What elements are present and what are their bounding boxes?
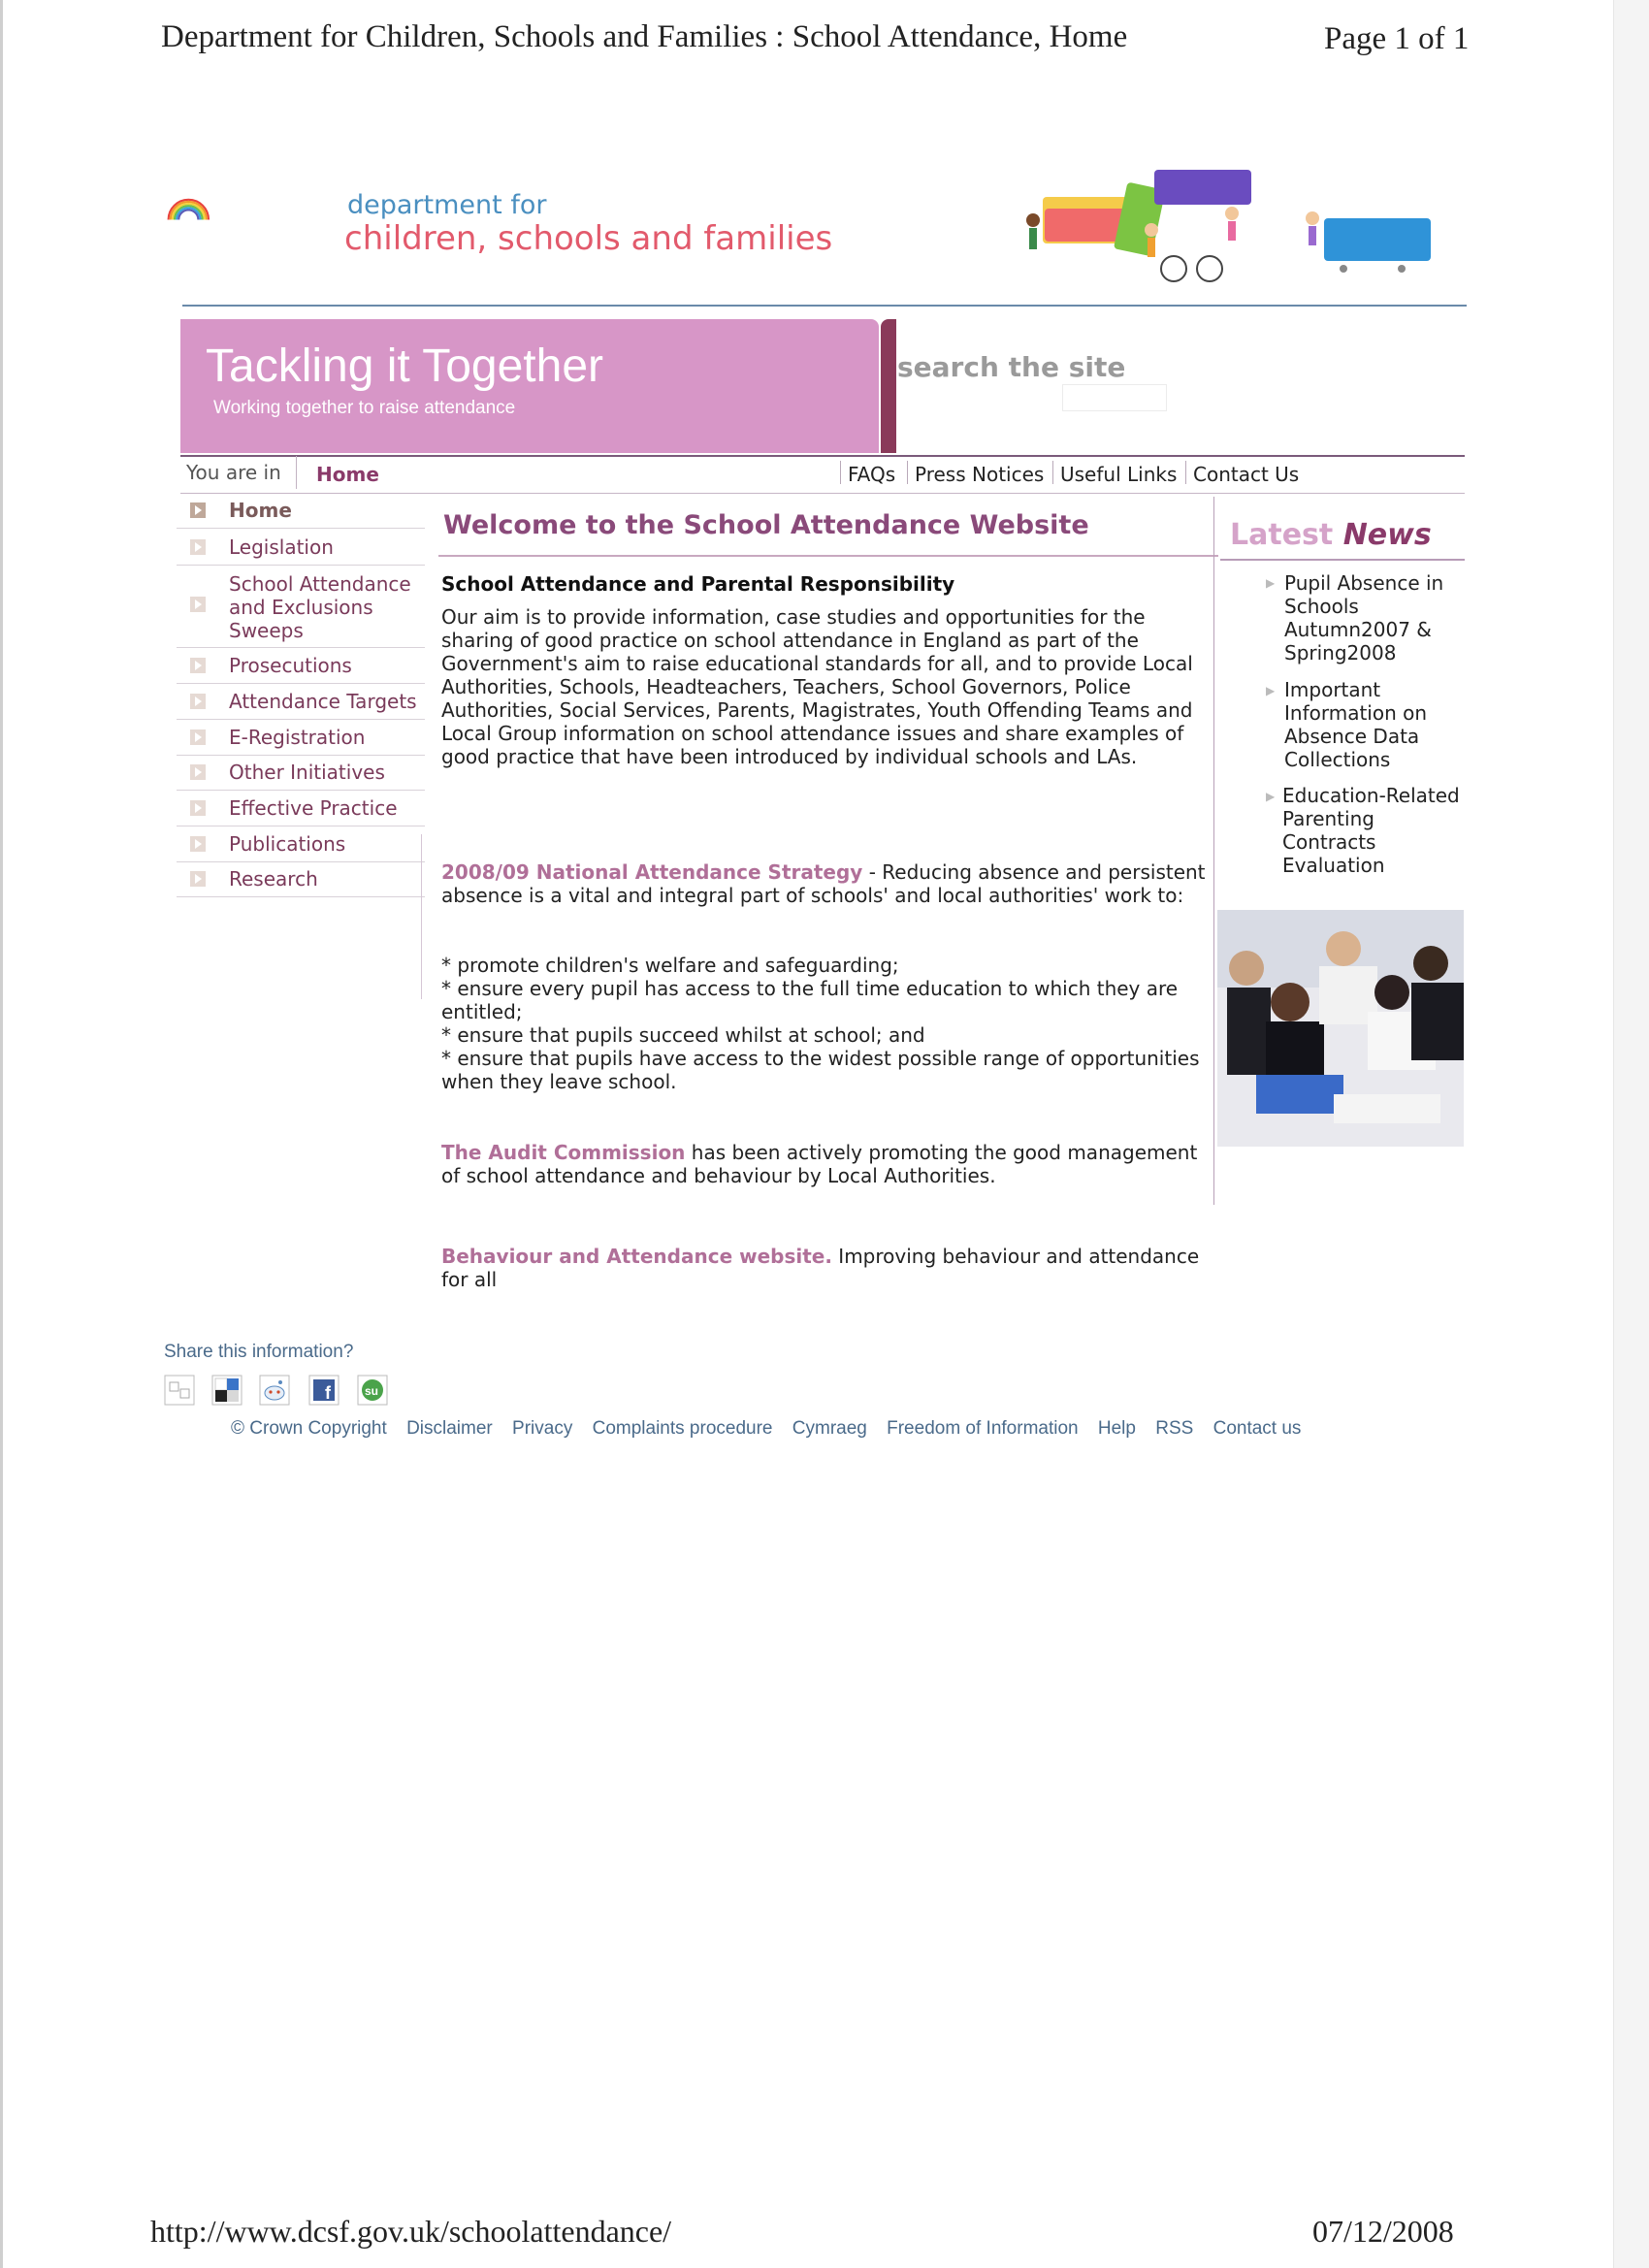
stumbleupon-icon[interactable]	[357, 1375, 388, 1406]
page-title: Welcome to the School Attendance Website	[443, 510, 1089, 540]
breadcrumb-divider	[296, 456, 297, 489]
footer-cymraeg[interactable]: Cymraeg	[792, 1418, 867, 1439]
banner-separator	[881, 319, 896, 453]
banner-subtitle: Working together to raise attendance	[213, 398, 516, 418]
top-link-faqs[interactable]: FAQs	[848, 463, 896, 486]
bookmark-icon[interactable]	[164, 1375, 195, 1406]
behaviour-paragraph	[441, 1245, 1208, 1291]
top-link-separator	[1185, 461, 1186, 484]
breadcrumb-prefix: You are in	[186, 461, 281, 484]
news-item-pupil-absence[interactable]: Pupil Absence in Schools Autumn2007 & Spring2008	[1284, 571, 1444, 664]
behaviour-attendance-link[interactable]: Behaviour and Attendance website.	[441, 1245, 832, 1268]
sidebar-item-label: Effective Practice	[229, 796, 398, 820]
top-link-separator	[907, 461, 908, 484]
arrow-icon: ▶	[1266, 790, 1276, 803]
sidebar-item-effective-practice[interactable]	[177, 796, 425, 826]
facebook-icon[interactable]	[308, 1375, 340, 1406]
reddit-icon[interactable]	[259, 1375, 290, 1406]
arrow-icon	[190, 764, 206, 780]
main-right-border	[1213, 497, 1214, 1205]
sidebar-item-attendance-targets[interactable]	[177, 690, 425, 720]
header-divider	[182, 305, 1467, 307]
banner-bottom-rule	[180, 455, 1465, 457]
bullet-item: * ensure every pupil has access to the full time education to which they are entitled;	[441, 977, 1179, 1023]
breadcrumb-home-link[interactable]: Home	[316, 463, 379, 486]
search-label: search the site	[897, 351, 1126, 383]
arrow-icon	[190, 658, 206, 673]
sidebar-item-e-registration[interactable]	[177, 726, 425, 756]
sidebar-item-research[interactable]	[177, 867, 425, 897]
news-title-em: News	[1342, 518, 1432, 552]
sidebar-item-prosecutions[interactable]	[177, 654, 425, 684]
news-title-plain: Latest	[1230, 518, 1343, 552]
print-header-title: Department for Children, Schools and Families : School Attendance, Home	[161, 19, 1128, 54]
strategy-paragraph	[441, 860, 1208, 907]
top-link-useful-links[interactable]: Useful Links	[1060, 463, 1178, 486]
sidebar-item-label: Other Initiatives	[229, 761, 385, 784]
arrow-icon: ▶	[1266, 684, 1276, 697]
top-link-contact-us[interactable]: Contact Us	[1193, 463, 1300, 486]
audit-text: has been actively promoting the good management of school attendance and behaviour by Local Authorities.	[441, 1141, 1198, 1187]
svg-text:f: f	[325, 1383, 331, 1403]
bullet-item: * ensure that pupils succeed whilst at school; and	[441, 1023, 925, 1047]
arrow-icon	[190, 539, 206, 555]
sidebar-item-label: Research	[229, 867, 318, 891]
strategy-bullets	[441, 954, 1208, 1093]
audit-paragraph	[441, 1141, 1208, 1187]
sidebar-item-label: Legislation	[229, 535, 334, 559]
strategy-link[interactable]: 2008/09 National Attendance Strategy	[441, 860, 863, 884]
footer-contact-us[interactable]: Contact us	[1212, 1418, 1302, 1439]
intro-paragraph: Our aim is to provide information, case studies and opportunities for the sharing of good practice on school attendance in England as part of the Government's aim to raise educational standards for all, and to provide Local Authorities, Schools, Headteachers, Teachers, School Governors, Police Authorities, Social Services, Parents, Magistrates, Youth Offending Teams and Local Group information on school attendance issues and share examples of good practice that have been introduced by individual schools and LAs.	[441, 605, 1193, 768]
section-heading: School Attendance and Parental Responsibility	[441, 572, 955, 596]
arrow-icon	[190, 836, 206, 852]
sidebar-item-legislation[interactable]	[177, 535, 425, 566]
audit-commission-link[interactable]: The Audit Commission	[441, 1141, 686, 1164]
print-footer-date: 07/12/2008	[1312, 2214, 1454, 2249]
bullet-item: * ensure that pupils have access to the widest possible range of opportunities when they leave school.	[441, 1047, 1200, 1093]
bullet-item: * promote children's welfare and safeguarding;	[441, 954, 899, 977]
title-rule	[438, 555, 1218, 557]
footer-complaints[interactable]: Complaints procedure	[592, 1418, 773, 1439]
sidebar-item-label: E-Registration	[229, 726, 366, 749]
students-photo	[1217, 910, 1464, 1147]
arrow-icon	[190, 729, 206, 745]
print-footer-url: http://www.dcsf.gov.uk/schoolattendance/	[150, 2214, 672, 2249]
footer-privacy[interactable]: Privacy	[512, 1418, 573, 1439]
footer-help[interactable]: Help	[1097, 1418, 1136, 1439]
brand-line-2: children, schools and families	[344, 219, 833, 258]
arrow-icon: ▶	[1266, 576, 1276, 590]
arrow-icon	[190, 871, 206, 887]
footer-foi[interactable]: Freedom of Information	[887, 1418, 1079, 1439]
brand-line-1: department for	[347, 190, 547, 220]
top-link-separator	[840, 461, 841, 484]
print-header-page: Page 1 of 1	[1324, 21, 1470, 56]
strategy-text: - Reducing absence and persistent absence is a vital and integral part of schools' and local authorities' work to:	[441, 860, 1206, 907]
site-footer	[231, 1418, 1315, 1440]
top-link-separator	[1052, 461, 1053, 484]
footer-crown-copyright[interactable]: © Crown Copyright	[231, 1418, 387, 1439]
sidebar-item-label: Publications	[229, 832, 346, 856]
arrow-icon	[190, 800, 206, 816]
sidebar-item-label: Prosecutions	[229, 654, 352, 677]
news-item-parenting-contracts[interactable]: Education-Related Parenting Contracts Evaluation	[1282, 784, 1460, 877]
dcsf-rainbow-logo[interactable]	[167, 170, 332, 253]
svg-text:su: su	[365, 1384, 379, 1398]
arrow-icon	[190, 597, 206, 612]
sidebar-item-home[interactable]	[177, 499, 425, 529]
sidebar-item-label: School Attendance and Exclusions Sweeps	[229, 572, 411, 642]
arrow-icon	[190, 502, 206, 518]
share-label: Share this information?	[164, 1342, 354, 1362]
sidebar-item-publications[interactable]	[177, 832, 425, 862]
children-illustration	[1014, 160, 1440, 286]
search-input[interactable]	[1062, 384, 1167, 411]
sidebar-item-other-initiatives[interactable]	[177, 761, 425, 791]
footer-disclaimer[interactable]: Disclaimer	[406, 1418, 493, 1439]
arrow-icon	[190, 694, 206, 709]
scan-right-edge	[1613, 0, 1649, 2268]
sidebar-item-label: Home	[229, 499, 292, 522]
news-rule	[1220, 559, 1465, 561]
sidebar-item-label: Attendance Targets	[229, 690, 417, 713]
banner-title: Tackling it Together	[206, 340, 604, 392]
footer-rss[interactable]: RSS	[1155, 1418, 1194, 1439]
nav-divider	[180, 493, 1465, 494]
sidebar-item-sweeps[interactable]	[177, 572, 425, 648]
main-left-border	[421, 834, 422, 999]
news-item-absence-data[interactable]: Important Information on Absence Data Collections	[1284, 678, 1428, 771]
behaviour-text: Improving behaviour and attendance for all	[441, 1245, 1200, 1291]
delicious-icon[interactable]	[211, 1375, 242, 1406]
top-link-press-notices[interactable]: Press Notices	[915, 463, 1045, 486]
latest-news-title	[1230, 518, 1432, 552]
scan-left-edge	[0, 0, 3, 2268]
